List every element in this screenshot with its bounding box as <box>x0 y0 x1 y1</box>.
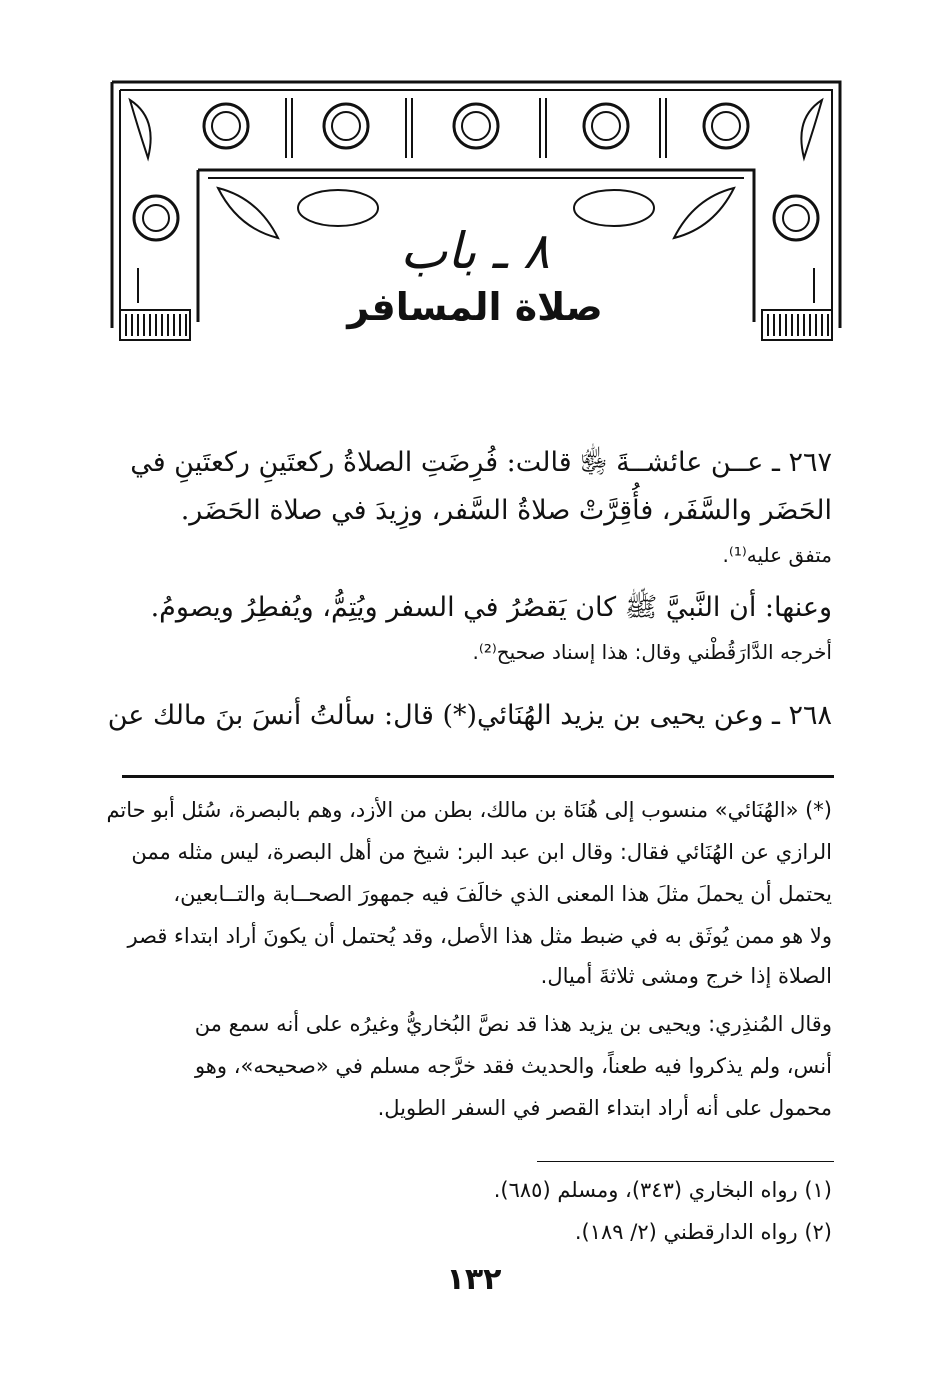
hadith-267b-text: وعنها: أن النَّبيَّ ﷺ كان يَقصُرُ في السفر ويُتِمُّ، ويُفطِرُ ويصومُ. <box>150 592 832 623</box>
note-line: يحتمل أن يحملَ مثلَ هذا المعنى الذي خالَفَ فيه جمهورَ الصحــابة والتــابعين، <box>173 882 832 906</box>
note-line: وقال المُنذِري: ويحيى بن يزيد هذا قد نصَّ البُخاريُّ وغيرُه على أنه سمع من <box>194 1012 832 1036</box>
hadith-268-line-1: ٢٦٨ ـ وعن يحيى بن يزيد الهُنَائي(*) قال: سألتُ أنسَ بنَ مالك عن <box>107 700 832 731</box>
hadith-267-source: متفق عليه⁽¹⁾. <box>722 543 832 567</box>
note-line: الرازي عن الهُنَائي فقال: وقال ابن عبد البر: شيخ من أهل البصرة، ليس مثله ممن <box>131 840 832 864</box>
section-divider <box>122 775 834 778</box>
hadith-267-line-2: الحَضَر والسَّفَر، فأُقِرَّتْ صلاةُ السَّفر، وزِيدَ في صلاة الحَضَر. <box>180 495 832 526</box>
chapter-number: ٨ ـ باب <box>400 222 550 280</box>
footnote-divider <box>537 1161 834 1162</box>
note-line: الصلاة إذا خرج ومشى ثلاثةَ أميال. <box>540 964 832 988</box>
note-line: أنس، ولم يذكروا فيه طعناً، والحديث فقد خرَّجه مسلم في «صحيحه»، وهو <box>194 1054 832 1078</box>
hadith-267-line-1: ٢٦٧ ـ عــن عائشــةَ ﵂ قالت: فُرِضَتِ الصلاةُ ركعتَينِ ركعتَينِ في <box>130 447 832 478</box>
hadith-267b-source: أخرجه الدَّارَقُطْني وقال: هذا إسناد صحيح⁽²⁾. <box>472 640 832 664</box>
page-number: ١٣٢ <box>446 1262 502 1297</box>
note-line: محمول على أنه أراد ابتداء القصر في السفر الطويل. <box>377 1096 832 1120</box>
footnote: (١) رواه البخاري (٣٤٣)، ومسلم (٦٨٥). <box>493 1178 832 1202</box>
footnote: (٢) رواه الدارقطني (٢/ ١٨٩). <box>574 1220 832 1244</box>
note-line: ولا هو ممن يُوثَق به في ضبط مثل هذا الأصل، وقد يُحتمل أن يكونَ أراد ابتداء قصر <box>127 924 832 948</box>
chapter-title: صلاة المسافر <box>347 285 603 329</box>
note-line: (*) «الهُنَائي» منسوب إلى هُنَاة بن مالك، بطن من الأزد، وهم بالبصرة، سُئل أبو حاتم <box>106 798 832 822</box>
